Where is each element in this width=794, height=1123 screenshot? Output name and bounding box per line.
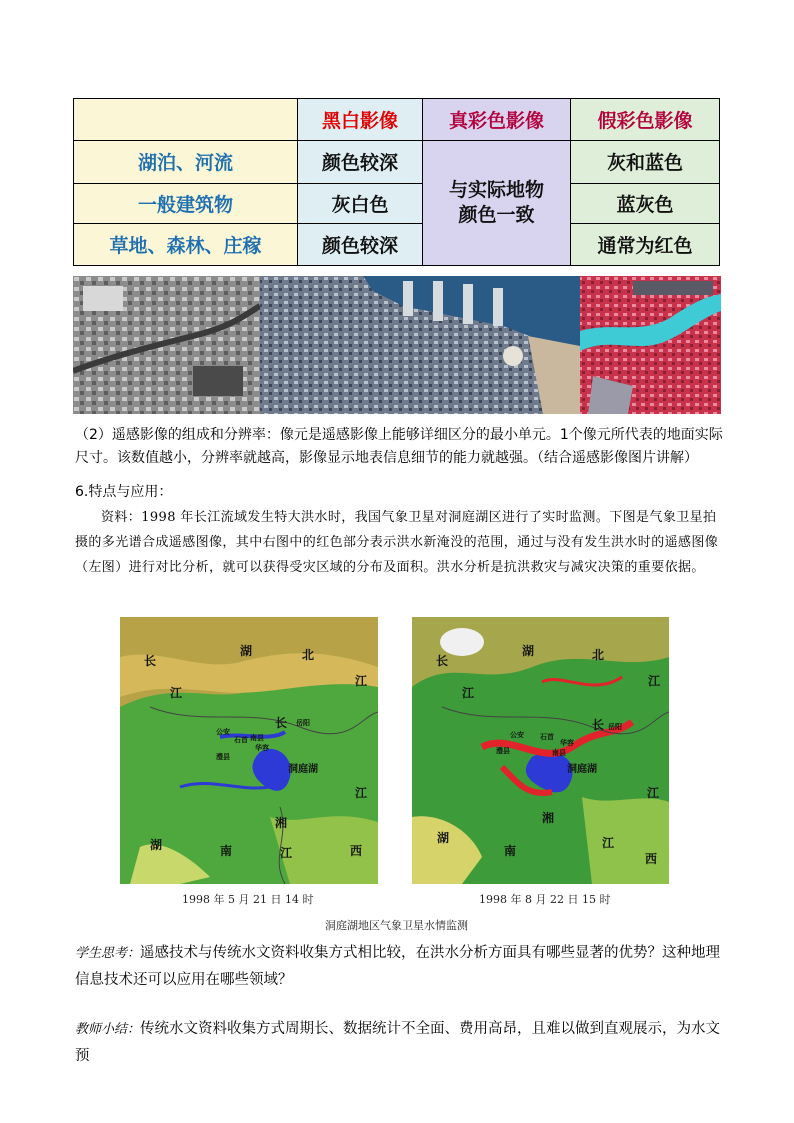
student-thinking [75, 940, 725, 993]
false-color-image [580, 276, 721, 414]
aug-label-shishou: 石首 [540, 732, 554, 741]
may-label-bei: 北 [302, 648, 315, 662]
may-label-chang2: 长 [275, 716, 288, 730]
may-label-huarong: 华容 [255, 743, 269, 752]
aug-label-hu: 湖 [522, 644, 535, 658]
figure-title: 洞庭湖地区气象卫星水情监测 [325, 919, 468, 932]
may-label-shishou: 石首 [234, 735, 248, 744]
aug-label-bei: 北 [592, 648, 605, 662]
flood-map-may [120, 617, 378, 884]
student-text: 遥感技术与传统水文资料收集方式相比较，在洪水分析方面具有哪些显著的优势？这种地理信息技术还可以应用在哪些领域？ [75, 945, 721, 988]
aug-label-nan: 南 [504, 844, 517, 858]
may-label-hu2: 湖 [150, 838, 163, 852]
aug-label-gongan: 公安 [510, 730, 524, 739]
may-label-nanxian: 南县 [250, 733, 264, 742]
true-color-text: 与实际地物颜色一致 [448, 179, 544, 227]
cell-false-buildings: 蓝灰色 [571, 183, 720, 223]
bw-image [73, 276, 260, 414]
aug-label-nanxian: 南县 [552, 748, 566, 757]
cell-bw-lakes: 颜色较深 [298, 141, 423, 183]
may-label-dongting: 洞庭湖 [288, 764, 318, 775]
may-label-lixian: 澧县 [216, 752, 230, 761]
material-paragraph: 资料：1998 年长江流域发生特大洪水时，我国气象卫星对洞庭湖区进行了实时监测。下图是气象卫星拍摄的多光谱合成遥感图像，其中右图中的红色部分表示洪水新淹没的范围，通过与没有发生洪水时的遥感图像（左图）进行对比分析，就可以获得受灾区域的分布及面积。洪水分析是抗洪救灾与减灾决策的重要依据。 [75, 510, 719, 575]
aug-label-jiang4: 江 [602, 836, 615, 850]
aug-label-hu2: 湖 [437, 831, 450, 845]
paragraph-resolution: （2）遥感影像的组成和分辨率：像元是遥感影像上能够详细区分的最小单元。1个像元所代表的地面实际尺寸。该数值越小，分辨率就越高，影像显示地表信息细节的能力就越强。（结合遥感影像图片讲解） [75, 427, 723, 466]
aug-label-chang: 长 [436, 654, 449, 668]
aug-label-xiang: 湘 [542, 811, 555, 825]
heading-features: 6.特点与应用： [75, 484, 173, 500]
caption-august: 1998 年 8 月 22 日 15 时 [479, 893, 611, 906]
aug-label-yueyang: 岳阳 [608, 722, 622, 731]
row-label-buildings: 一般建筑物 [74, 183, 298, 223]
teacher-text: 传统水文资料收集方式周期长、数据统计不全面、费用高昂，且难以做到直观展示，为水文预 [75, 1021, 721, 1064]
may-label-jiang3: 江 [355, 786, 368, 800]
aug-label-huarong: 华容 [560, 738, 574, 747]
row-label-vegetation: 草地、森林、庄稼 [74, 223, 298, 265]
table-header-true-color: 真彩色影像 [423, 99, 571, 141]
imagery-example-strip [73, 276, 721, 414]
cell-false-lakes: 灰和蓝色 [571, 141, 720, 183]
may-label-yueyang: 岳阳 [296, 718, 310, 727]
aug-label-jiang2: 江 [648, 674, 661, 688]
may-label-xi: 西 [350, 844, 363, 858]
may-label-jiang4: 江 [280, 846, 293, 860]
aug-label-jiang3: 江 [647, 786, 660, 800]
true-color-image [260, 276, 580, 414]
table-header-empty [74, 99, 298, 141]
may-label-jiang1: 江 [170, 686, 183, 700]
teacher-label: 教师小结： [75, 1022, 141, 1037]
cell-bw-vegetation: 颜色较深 [298, 223, 423, 265]
may-label-hu: 湖 [240, 644, 253, 658]
table-header-false-color: 假彩色影像 [571, 99, 720, 141]
may-label-nan: 南 [220, 844, 233, 858]
table-header-bw: 黑白影像 [298, 99, 423, 141]
row-label-lakes: 湖泊、河流 [74, 141, 298, 183]
may-label-chang: 长 [144, 654, 157, 668]
cell-false-vegetation: 通常为红色 [571, 223, 720, 265]
imagery-comparison-table [73, 98, 720, 266]
may-label-jiang2: 江 [355, 674, 368, 688]
caption-may: 1998 年 5 月 21 日 14 时 [182, 893, 314, 906]
aug-label-jiang1: 江 [462, 686, 475, 700]
cell-bw-buildings: 灰白色 [298, 183, 423, 223]
aug-label-lixian: 澧县 [496, 746, 510, 755]
aug-label-dongting: 洞庭湖 [567, 764, 597, 775]
teacher-summary [75, 1016, 725, 1069]
may-label-xiang: 湘 [275, 816, 288, 830]
may-label-gongan: 公安 [216, 727, 230, 736]
aug-label-xi: 西 [645, 852, 658, 866]
cell-true-color-merged [423, 141, 571, 266]
student-label: 学生思考： [75, 946, 141, 961]
flood-map-august [412, 617, 669, 884]
aug-label-chang2: 长 [592, 718, 605, 732]
